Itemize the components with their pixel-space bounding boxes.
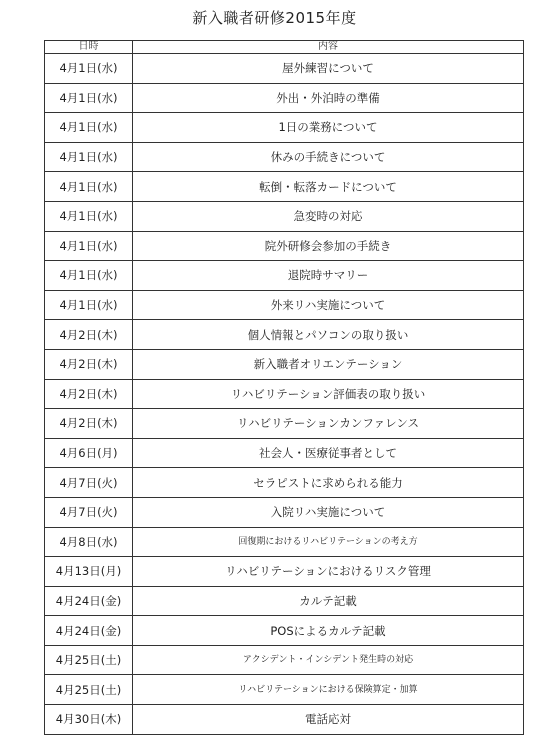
row-date: 4月1日(水)	[45, 113, 133, 143]
table-row	[45, 527, 524, 557]
table-row	[45, 349, 524, 379]
row-date: 4月1日(水)	[45, 231, 133, 261]
row-content: カルテ記載	[133, 586, 524, 616]
row-date: 4月24日(金)	[45, 616, 133, 646]
table-row	[45, 557, 524, 587]
row-date: 4月2日(木)	[45, 409, 133, 439]
table-row	[45, 113, 524, 143]
row-date: 4月8日(水)	[45, 527, 133, 557]
table-row	[45, 290, 524, 320]
row-content: 急変時の対応	[133, 201, 524, 231]
table-row	[45, 497, 524, 527]
row-date: 4月1日(水)	[45, 83, 133, 113]
row-content: リハビリテーション評価表の取り扱い	[133, 379, 524, 409]
row-date: 4月2日(木)	[45, 379, 133, 409]
table-row	[45, 54, 524, 84]
row-content: アクシデント・インシデント発生時の対応	[133, 645, 524, 675]
table-row	[45, 586, 524, 616]
row-content: リハビリテーションにおけるリスク管理	[133, 557, 524, 587]
table-row	[45, 83, 524, 113]
table-row	[45, 705, 524, 735]
row-date: 4月24日(金)	[45, 586, 133, 616]
row-date: 4月6日(月)	[45, 438, 133, 468]
schedule-body	[45, 54, 524, 735]
page-title: 新入職者研修2015年度	[192, 9, 357, 27]
table-header-row	[45, 41, 524, 54]
row-date: 4月7日(火)	[45, 497, 133, 527]
row-content: リハビリテーションカンファレンス	[133, 409, 524, 439]
row-content: 社会人・医療従事者として	[133, 438, 524, 468]
table-row	[45, 675, 524, 705]
row-content: 外来リハ実施について	[133, 290, 524, 320]
table-row	[45, 320, 524, 350]
row-date: 4月25日(土)	[45, 675, 133, 705]
table-row	[45, 172, 524, 202]
row-content: リハビリテーションにおける保険算定・加算	[133, 675, 524, 705]
row-content: 外出・外泊時の準備	[133, 83, 524, 113]
row-date: 4月1日(水)	[45, 54, 133, 84]
table-row	[45, 231, 524, 261]
row-date: 4月7日(火)	[45, 468, 133, 498]
table-row	[45, 379, 524, 409]
table-row	[45, 261, 524, 291]
table-row	[45, 645, 524, 675]
row-date: 4月1日(水)	[45, 201, 133, 231]
table-row	[45, 142, 524, 172]
row-content: 休みの手続きについて	[133, 142, 524, 172]
row-date: 4月30日(木)	[45, 705, 133, 735]
row-content: 新入職者オリエンテーション	[133, 349, 524, 379]
row-date: 4月13日(月)	[45, 557, 133, 587]
row-content: 電話応対	[133, 705, 524, 735]
row-date: 4月25日(土)	[45, 645, 133, 675]
row-date: 4月1日(水)	[45, 142, 133, 172]
row-content: 入院リハ実施について	[133, 497, 524, 527]
row-date: 4月2日(木)	[45, 320, 133, 350]
row-content: 個人情報とパソコンの取り扱い	[133, 320, 524, 350]
table-row	[45, 409, 524, 439]
row-content: 回復期におけるリハビリテーションの考え方	[133, 527, 524, 557]
table-row	[45, 468, 524, 498]
table-row	[45, 201, 524, 231]
table-row	[45, 616, 524, 646]
column-header-content: 内容	[133, 41, 524, 54]
row-content: 転倒・転落カードについて	[133, 172, 524, 202]
row-date: 4月2日(木)	[45, 349, 133, 379]
row-content: 退院時サマリー	[133, 261, 524, 291]
row-date: 4月1日(水)	[45, 261, 133, 291]
row-date: 4月1日(水)	[45, 172, 133, 202]
table-row	[45, 438, 524, 468]
row-content: POSによるカルテ記載	[133, 616, 524, 646]
schedule-table	[44, 40, 524, 735]
row-date: 4月1日(水)	[45, 290, 133, 320]
column-header-date: 日時	[45, 41, 133, 54]
row-content: セラピストに求められる能力	[133, 468, 524, 498]
row-content: 1日の業務について	[133, 113, 524, 143]
row-content: 院外研修会参加の手続き	[133, 231, 524, 261]
row-content: 屋外練習について	[133, 54, 524, 84]
